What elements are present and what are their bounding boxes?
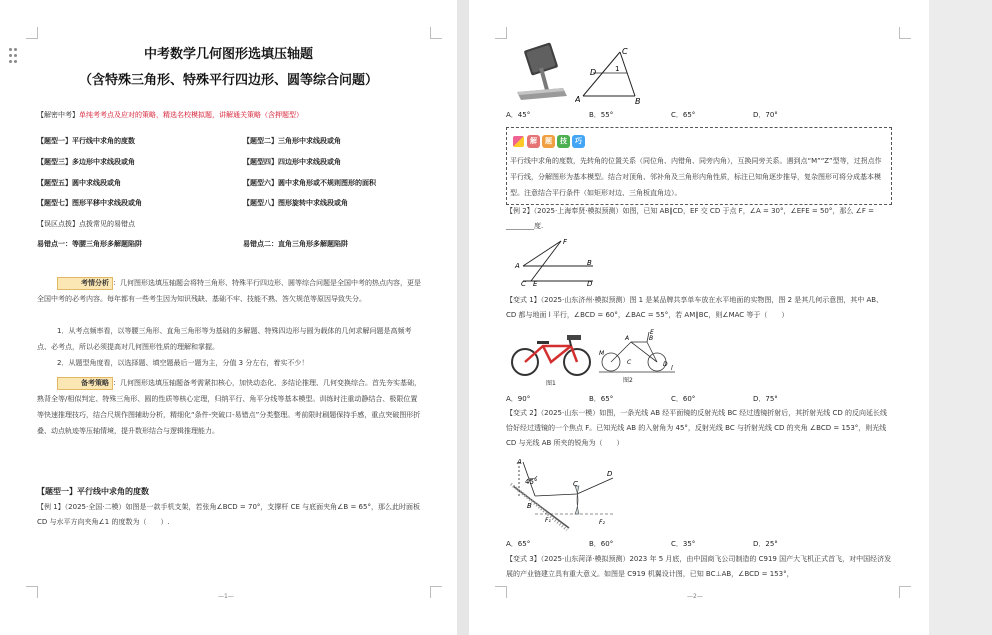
label-b: B: [649, 335, 654, 342]
label-c: C: [521, 280, 526, 286]
label-f: F: [563, 238, 568, 246]
bicycle-geometry-diagram: [597, 328, 677, 376]
option-b[interactable]: B．65°: [589, 395, 614, 403]
document-title: 中考数学几何图形选填压轴题: [143, 47, 313, 62]
page-corner-marker: [899, 586, 911, 598]
page-corner-marker: [899, 27, 911, 39]
label-a: A: [625, 335, 630, 342]
label-b: B: [587, 259, 592, 267]
label-l: l: [671, 365, 673, 372]
option-c[interactable]: C．60°: [671, 395, 696, 403]
type-link[interactable]: 【题型八】图形旋转中求线段或角: [243, 199, 348, 207]
strategy-paragraph: [37, 375, 422, 439]
type-link[interactable]: 【题型五】圆中求线段或角: [37, 179, 121, 187]
option-d[interactable]: D．70°: [753, 111, 778, 119]
option-b[interactable]: B．60°: [589, 540, 614, 548]
label-c: C: [627, 359, 632, 366]
tip-char: 题: [542, 135, 555, 148]
parallel-lines-diagram: [513, 236, 595, 286]
type-link[interactable]: 【题型六】圆中求角形或不规则图形的面积: [243, 179, 376, 187]
triangle-diagram: [575, 42, 645, 104]
solution-tips-box: [506, 127, 892, 205]
page-corner-marker: [430, 586, 442, 598]
document-page-1: [0, 0, 457, 635]
strategy-paragraph-text: ：几何图形选填压轴题备考需紧扣核心，加快动态化、多结论推理、几何变换综合。首先夯实基础，熟背全等/相似判定、特殊三角形、圆的性质等核心定理，归纳平行、角平分线等基本模型。训练时注重动静结合、极限位置等快速推理技巧，结合尺规作图辅助分析，精细化“条件-突破口-易错点”分类整理。考前限时刷题保持手感，重点突破图形折叠、动点轨迹等压轴情境，提升数形结合与逻辑推理能力。: [37, 379, 421, 435]
label-angle-1: 1: [615, 65, 620, 73]
solution-tips-text: 平行线中求角的度数，先转角的位置关系（同位角、内错角、同旁内角），互换同旁关系。遇到点“M”“Z”型等，过拐点作平行线，分解图形为基本模型。结合对顶角、邻补角及三角形内角性质，标注已知角逐步推导，复杂图形可将分成基本模型。注意结合平行条件（如矩形对边、三角板直角边）。: [510, 157, 882, 197]
optics-diagram: [509, 456, 621, 532]
easy-point-1[interactable]: 易错点一：等腰三角形多解题陷阱: [37, 240, 142, 248]
page-number: —1—: [218, 593, 234, 600]
example-2: 【例 2】（2025·上海奉贤·模拟预测）如图，已知 AB∥CD，EF 交 CD 于点 F，∠A = 30°，∠EFE = 50°，那么 ∠F = ________度.: [506, 207, 874, 230]
strategy-text: 单纯考考点及应对的策略，精选名校模拟题，讲解通关策略（含押题型）: [79, 111, 303, 119]
option-a[interactable]: A．45°: [506, 111, 531, 119]
label-d: D: [663, 361, 668, 368]
section-heading: 【题型一】平行线中求角的度数: [37, 487, 149, 496]
type-link[interactable]: 【题型一】平行线中求角的度数: [37, 137, 135, 145]
page-number: —2—: [687, 593, 703, 600]
type-link[interactable]: 【题型二】三角形中求线段或角: [243, 137, 341, 145]
option-a[interactable]: A．65°: [506, 540, 531, 548]
label-c: C: [573, 480, 578, 488]
option-c[interactable]: C．65°: [671, 111, 696, 119]
bicycle-image: [509, 332, 595, 378]
tip-char: 技: [557, 135, 570, 148]
label-a: A: [575, 95, 581, 104]
label-f1: F₁: [545, 517, 551, 524]
label-angle-45: 45°: [525, 478, 538, 486]
option-b[interactable]: B．55°: [589, 111, 614, 119]
page-corner-marker: [495, 586, 507, 598]
analysis-text: ：几何图形选填压轴题会将特三角形、特殊平行四边形、圆等综合问题是全国中考的热点内容，更是全国中考的必考内容。每年都有一些考生因为知识残缺、基础不牢、技能不熟、答欠规范等原因导致失分。: [37, 279, 421, 303]
page-corner-marker: [26, 586, 38, 598]
tip-char: 巧: [572, 135, 585, 148]
label-e: E: [533, 280, 538, 286]
analysis-point-2: 2．从题型角度看，以选择题、填空题最后一题为主，分值 3 分左右，着实不少！: [57, 359, 309, 367]
option-a[interactable]: A．90°: [506, 395, 531, 403]
page-corner-marker: [26, 27, 38, 39]
solution-tips-badge: [513, 133, 587, 149]
label-a: A: [515, 262, 520, 270]
label-b: B: [635, 97, 641, 104]
easy-point-2[interactable]: 易错点二：直角三角形多解题陷阱: [243, 240, 348, 248]
label-m: M: [599, 350, 605, 357]
label-d: D: [607, 470, 613, 478]
type-link[interactable]: 【题型四】四边形中求线段或角: [243, 158, 341, 166]
label-b: B: [527, 502, 532, 510]
page-corner-marker: [430, 27, 442, 39]
analysis-paragraph: [37, 275, 422, 307]
analysis-tag: 考情分析: [57, 277, 113, 290]
label-e: E: [650, 329, 654, 336]
analysis-point-1: 1．从考点频率看，以等腰三角形、直角三角形等为基础的多解题、特殊四边形与圆为载体的几何求解问题是高频考点、必考点，所以必须提高对几何图形性质的理解和掌握。: [37, 327, 412, 351]
label-d: D: [587, 280, 593, 286]
easy-intro: 【误区点拨】点拨常见的易错点: [37, 220, 135, 228]
type-link[interactable]: 【题型七】图形平移中求线段或角: [37, 199, 142, 207]
option-c[interactable]: C．35°: [671, 540, 696, 548]
label-a: A: [517, 458, 522, 466]
variant-2: 【变式 2】（2025·山东一模）如图，一条光线 AB 经平面镜的反射光线 BC 经过透镜折射后，其折射光线 CD 的反向延长线恰好经过透镜的一个焦点 F。已知光线 AB 的入射角为 45°，反射光线 BC 与折射光线 CD 的夹角 ∠BCD = 153°，则光线 CD 与光线 AB 所夹的锐角为（ ）: [506, 409, 888, 447]
document-subtitle: （含特殊三角形、特殊平行四边形、圆等综合问题）: [78, 73, 378, 88]
puzzle-icon: [513, 136, 524, 147]
strategy-tag: 备考策略: [57, 377, 113, 390]
label-d: D: [590, 68, 597, 77]
figure-1-label: 图1: [546, 380, 556, 387]
option-d[interactable]: D．75°: [753, 395, 778, 403]
document-page-2: [469, 0, 929, 635]
label-f2: F₂: [599, 519, 605, 526]
strategy-line: [37, 110, 303, 120]
option-d[interactable]: D．25°: [753, 540, 778, 548]
strategy-label: 【解密中考】: [37, 111, 79, 119]
figure-2-label: 图2: [623, 377, 633, 384]
vertical-scrollbar[interactable]: [929, 0, 992, 635]
type-link[interactable]: 【题型三】多边形中求线段或角: [37, 158, 135, 166]
example-1: 【例 1】（2025·全国·二模）如图是一款手机支架，若张角∠BCD = 70°，支撑杆 CE 与底面夹角∠B = 65°，那么此时面板 CD 与水平方向夹角∠1 的度数为（ ）.: [37, 503, 420, 526]
page-corner-marker: [495, 27, 507, 39]
tip-char: 解: [527, 135, 540, 148]
phone-stand-image: [511, 40, 569, 102]
label-c: C: [622, 47, 628, 56]
variant-1: 【变式 1】（2025·山东济州·模拟预测）图 1 是某品牌共享单车放在水平地面的实物图，图 2 是其几何示意图，其中 AB、CD 都与地面 l 平行，∠BCD = 60°，∠BAC = 55°，若 AM∥BC，则∠MAC 等于（ ）: [506, 296, 884, 319]
variant-3: 【变式 3】（2025·山东菏泽·模拟预测）2023 年 5 月底，由中国商飞公司制造的 C919 国产大飞机正式首飞，对中国经济发展的产业链建立具有重大意义。如图是 C919 机翼设计图，已知 BC⊥AB，∠BCD = 153°，: [506, 555, 892, 578]
